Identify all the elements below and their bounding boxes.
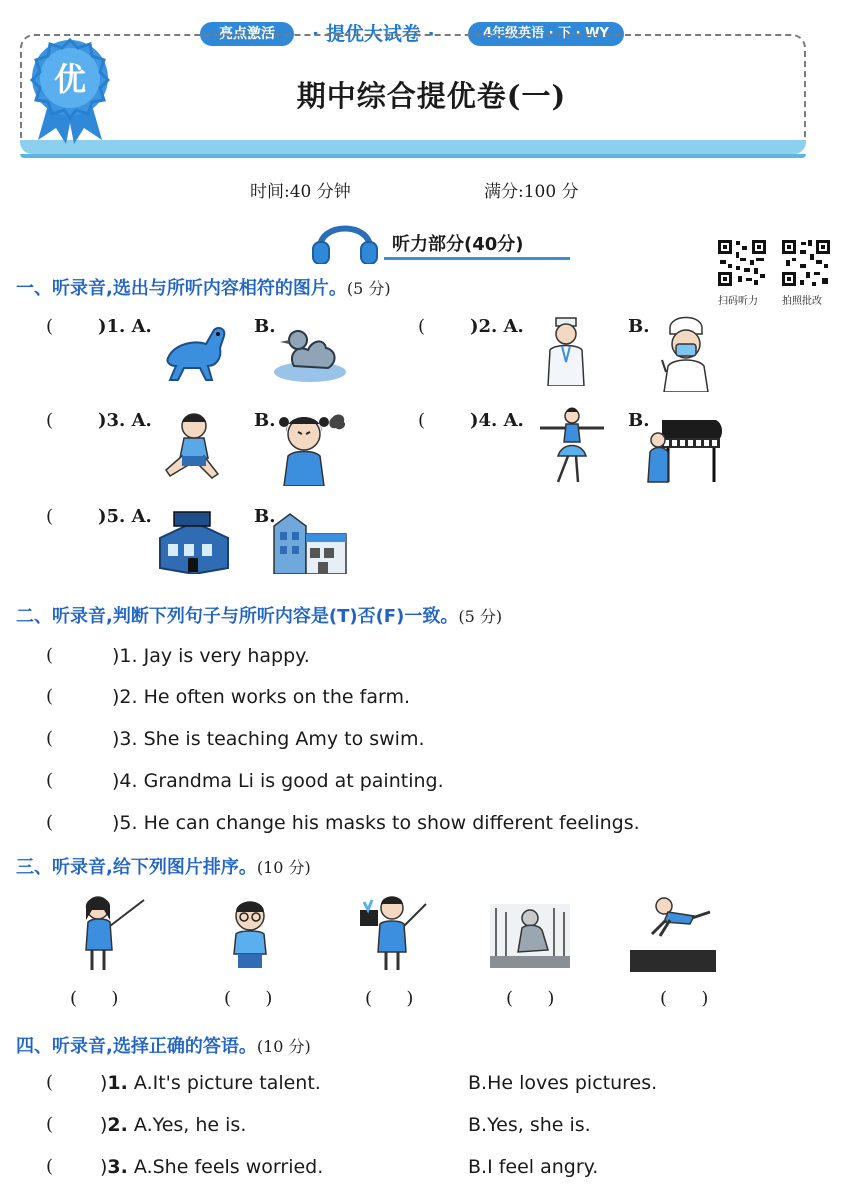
section2-heading bbox=[16, 602, 502, 628]
question-number: )4. A. bbox=[470, 410, 524, 431]
order-blank[interactable]: ( ) bbox=[506, 988, 555, 1009]
answer-paren[interactable]: ( bbox=[418, 316, 426, 337]
section3-title: 三、听录音,给下列图片排序。 bbox=[16, 857, 257, 878]
piano-player-icon bbox=[646, 408, 726, 484]
statement-text: 1. Jay is very happy. bbox=[119, 645, 310, 667]
banner-underline bbox=[384, 257, 570, 260]
order-blank[interactable]: ( ) bbox=[70, 988, 119, 1009]
farmer-working-icon bbox=[490, 904, 570, 968]
reply-prefix: ) bbox=[100, 1156, 108, 1178]
boy-glasses-icon bbox=[226, 898, 274, 970]
section3-heading bbox=[16, 853, 311, 879]
listen-qr-code-icon[interactable] bbox=[716, 238, 768, 288]
question-number: )3. A. bbox=[98, 410, 152, 431]
statement-row bbox=[112, 812, 640, 834]
reply-row bbox=[100, 1156, 323, 1178]
reply-option-b: B.Yes, she is. bbox=[468, 1114, 591, 1136]
answer-paren[interactable]: ( bbox=[46, 686, 54, 707]
reply-option-a: A.It's picture talent. bbox=[133, 1072, 321, 1094]
statement-text: 4. Grandma Li is good at painting. bbox=[119, 770, 444, 792]
section4-points: (10 分) bbox=[256, 1037, 311, 1056]
title-band bbox=[20, 140, 806, 154]
statement-prefix: ) bbox=[112, 645, 120, 667]
dog-running-icon bbox=[160, 318, 230, 384]
headphones-icon bbox=[310, 212, 380, 264]
statement-prefix: ) bbox=[112, 728, 120, 750]
question-number: )5. A. bbox=[98, 506, 152, 527]
listen-qr-label: 扫码听力 bbox=[718, 296, 758, 307]
magician-icon bbox=[354, 892, 434, 972]
section2-points: (5 分) bbox=[458, 607, 503, 626]
option-b-label: B. bbox=[254, 506, 276, 527]
order-blank[interactable]: ( ) bbox=[365, 988, 414, 1009]
answer-paren[interactable]: ( bbox=[46, 812, 54, 833]
answer-paren[interactable]: ( bbox=[418, 410, 426, 431]
statement-text: 3. She is teaching Amy to swim. bbox=[119, 728, 425, 750]
order-blank[interactable]: ( ) bbox=[224, 988, 273, 1009]
statement-row bbox=[112, 645, 310, 667]
ballet-dancer-icon bbox=[536, 406, 608, 486]
statement-text: 5. He can change his masks to show different feelings. bbox=[119, 812, 640, 834]
shop-building-icon bbox=[156, 508, 232, 574]
tag-grade: 4年级英语 · 下 · WY bbox=[468, 22, 624, 46]
badge-text: 优 bbox=[53, 60, 87, 98]
tag-left: 亮点激活 bbox=[200, 22, 294, 46]
reply-row bbox=[100, 1072, 321, 1094]
page-title: 期中综合提优卷(一) bbox=[296, 79, 567, 113]
section1-heading bbox=[16, 274, 391, 300]
answer-paren[interactable]: ( bbox=[46, 410, 54, 431]
question-number: )1. A. bbox=[98, 316, 152, 337]
question-number: )2. A. bbox=[470, 316, 524, 337]
reply-prefix: ) bbox=[100, 1114, 108, 1136]
long-jump-icon bbox=[630, 894, 716, 972]
section4-heading bbox=[16, 1032, 311, 1058]
order-blank[interactable]: ( ) bbox=[660, 988, 709, 1009]
reply-number: 1. bbox=[107, 1072, 128, 1094]
grade-qr-code-icon[interactable] bbox=[780, 238, 832, 288]
street-buildings-icon bbox=[272, 512, 348, 574]
statement-row bbox=[112, 728, 425, 750]
statement-prefix: ) bbox=[112, 686, 120, 708]
answer-paren[interactable]: ( bbox=[46, 316, 54, 337]
reply-option-b: B.He loves pictures. bbox=[468, 1072, 658, 1094]
statement-text: 2. He often works on the farm. bbox=[119, 686, 411, 708]
reply-prefix: ) bbox=[100, 1072, 108, 1094]
listening-banner bbox=[310, 212, 570, 264]
listening-title: 听力部分(40分) bbox=[392, 234, 524, 255]
option-b-label: B. bbox=[254, 410, 276, 431]
answer-paren[interactable]: ( bbox=[46, 770, 54, 791]
section2-title: 二、听录音,判断下列句子与所听内容是(T)否(F)一致。 bbox=[16, 606, 459, 627]
statement-row bbox=[112, 770, 444, 792]
answer-paren[interactable]: ( bbox=[46, 728, 54, 749]
crying-boy-icon bbox=[160, 410, 224, 482]
answer-paren[interactable]: ( bbox=[46, 506, 54, 527]
nurse-icon bbox=[656, 312, 716, 392]
teacher-pointing-icon bbox=[74, 892, 148, 972]
angry-girl-icon bbox=[270, 406, 350, 486]
exam-time: 时间:40 分钟 bbox=[250, 182, 351, 202]
statement-prefix: ) bbox=[112, 812, 120, 834]
statement-prefix: ) bbox=[112, 770, 120, 792]
full-score: 满分:100 分 bbox=[484, 182, 579, 202]
doctor-icon bbox=[544, 316, 588, 386]
option-b-label: B. bbox=[628, 410, 650, 431]
section1-points: (5 分) bbox=[346, 279, 391, 298]
section1-title: 一、听录音,选出与所听内容相符的图片。 bbox=[16, 278, 347, 299]
option-b-label: B. bbox=[254, 316, 276, 337]
section4-title: 四、听录音,选择正确的答语。 bbox=[16, 1036, 257, 1057]
section3-points: (10 分) bbox=[256, 858, 311, 877]
duck-icon bbox=[272, 320, 348, 386]
reply-number: 2. bbox=[107, 1114, 128, 1136]
reply-number: 3. bbox=[107, 1156, 128, 1178]
answer-paren[interactable]: ( bbox=[46, 1114, 54, 1135]
answer-paren[interactable]: ( bbox=[46, 1072, 54, 1093]
answer-paren[interactable]: ( bbox=[46, 645, 54, 666]
statement-row bbox=[112, 686, 410, 708]
reply-option-a: A.She feels worried. bbox=[133, 1156, 324, 1178]
reply-row bbox=[100, 1114, 246, 1136]
reply-option-a: A.Yes, he is. bbox=[133, 1114, 247, 1136]
series-name: · 提优大试卷 · bbox=[312, 23, 435, 45]
answer-paren[interactable]: ( bbox=[46, 1156, 54, 1177]
reply-option-b: B.I feel angry. bbox=[468, 1156, 599, 1178]
grade-qr-label: 拍照批改 bbox=[782, 296, 822, 307]
option-b-label: B. bbox=[628, 316, 650, 337]
